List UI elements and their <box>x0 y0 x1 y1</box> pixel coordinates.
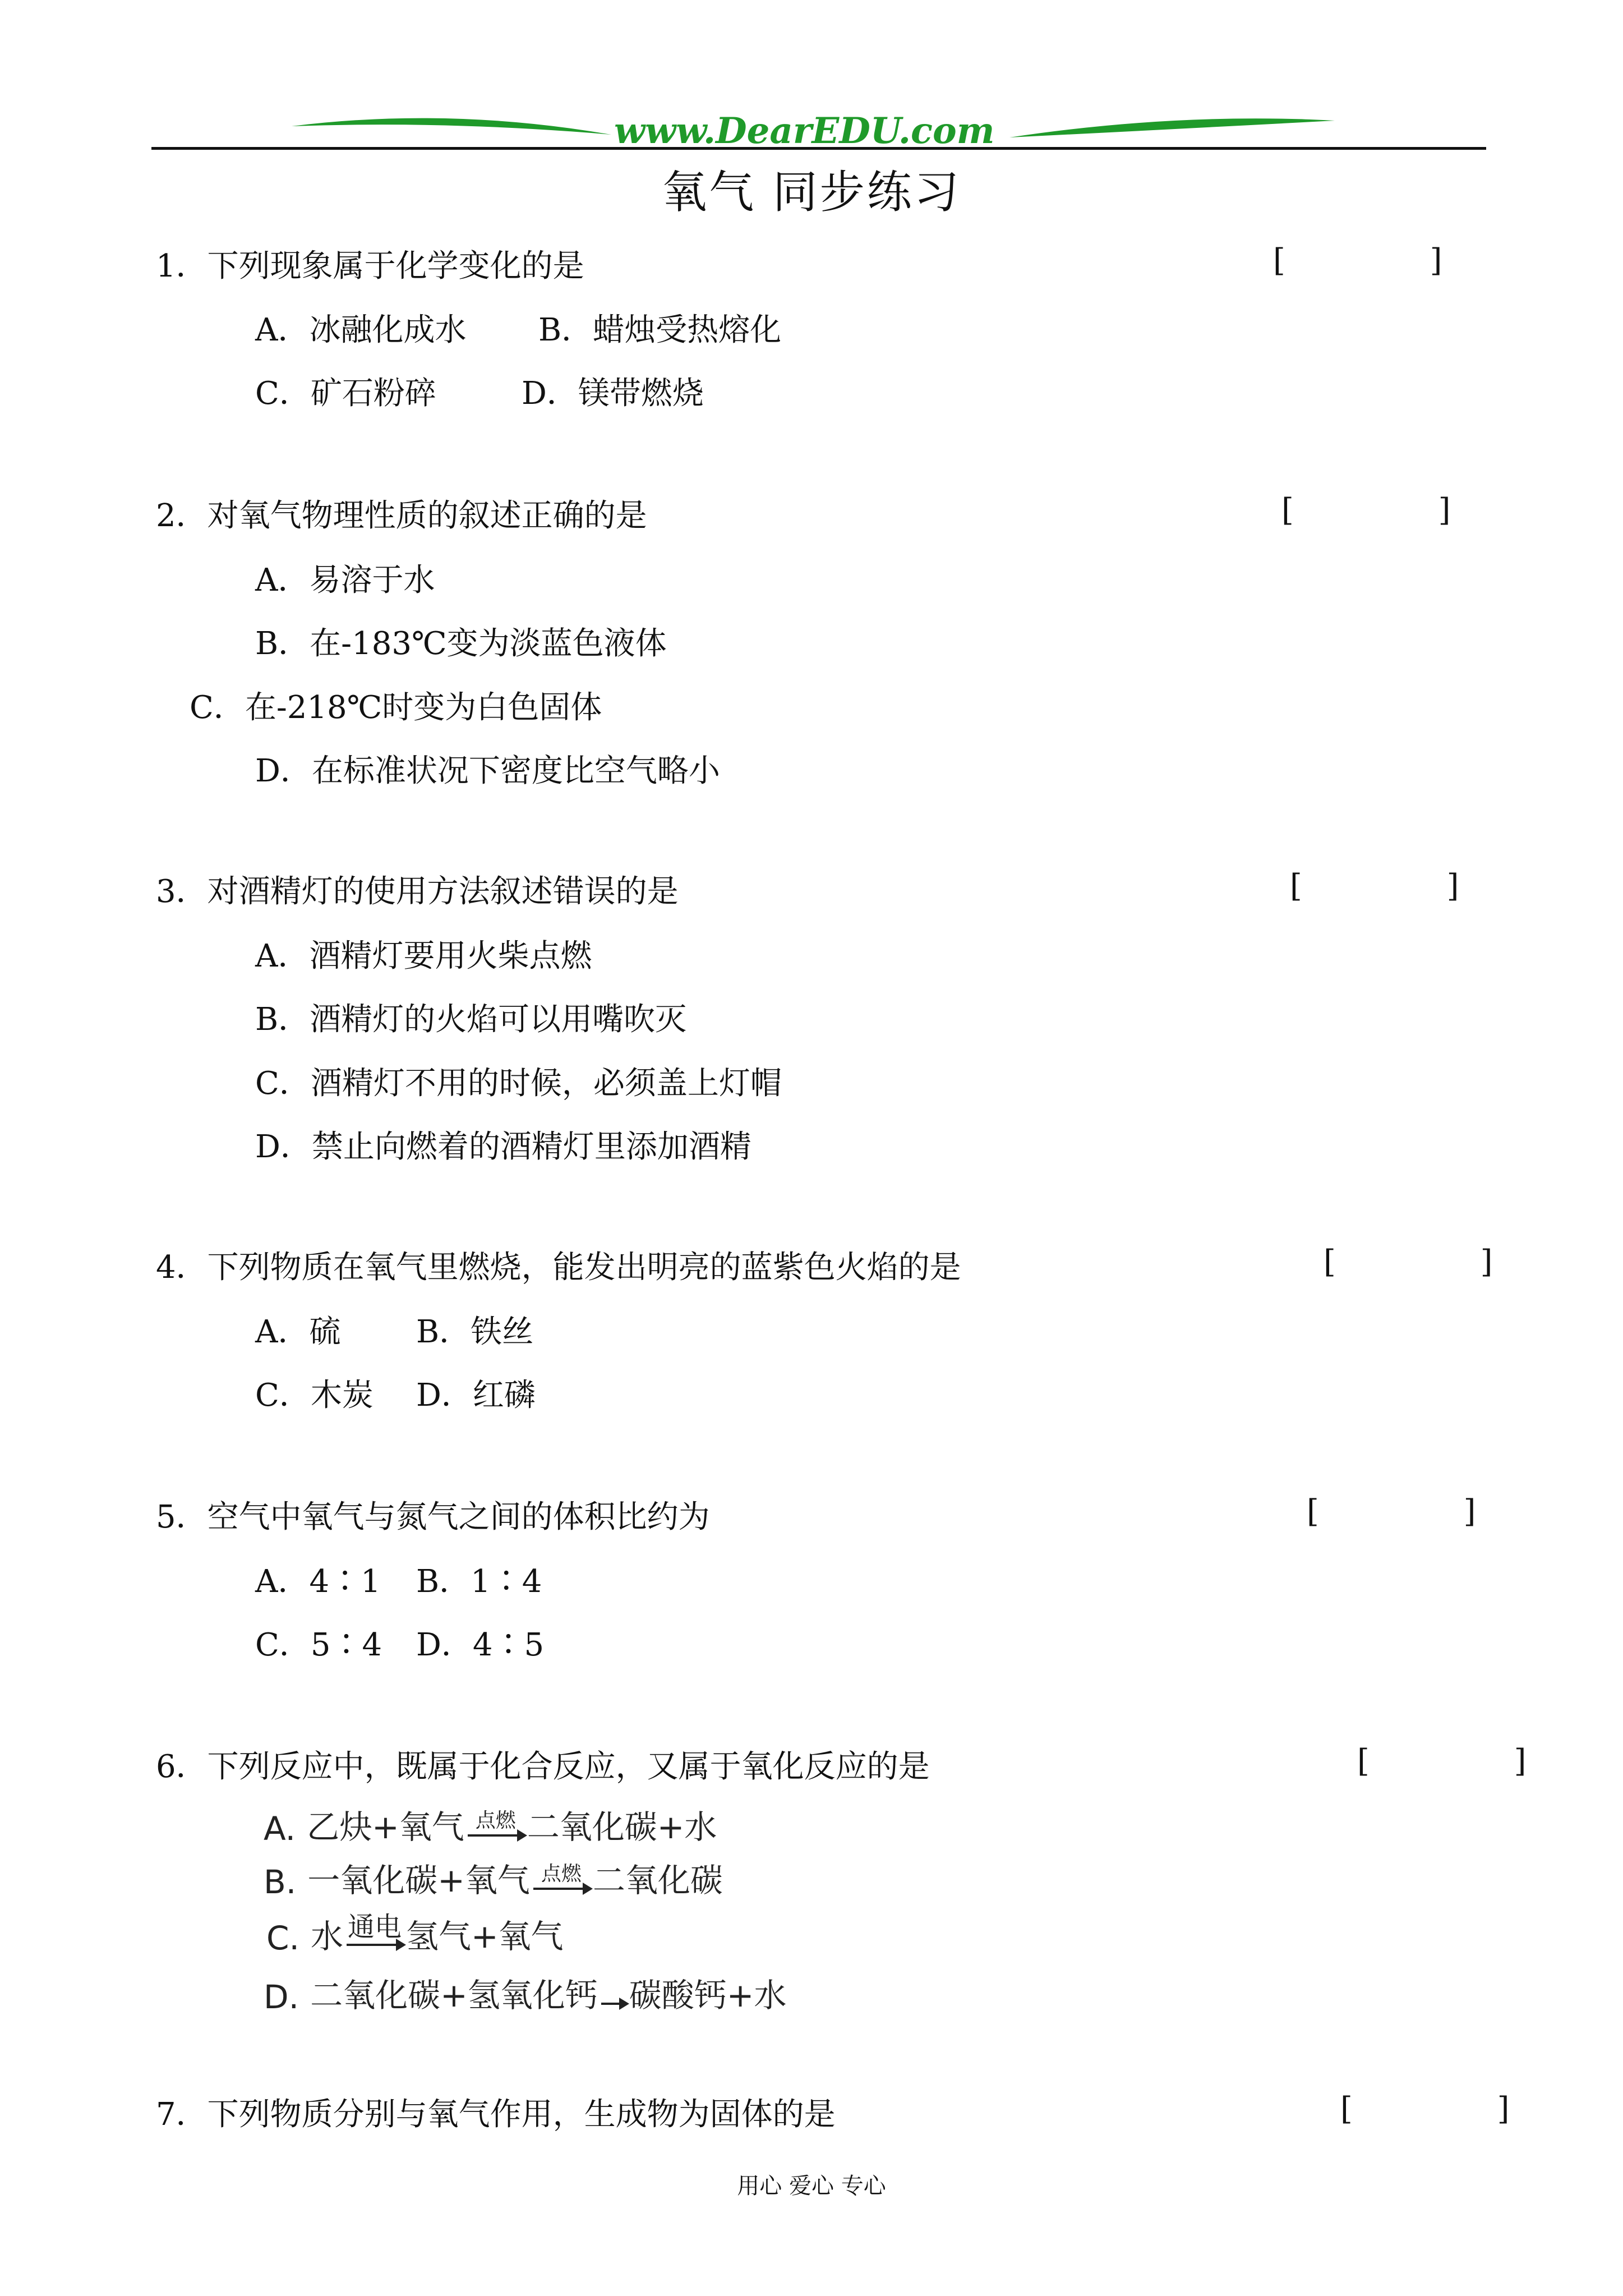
question-1-option-b: B．蜡烛受热熔化 <box>538 312 782 348</box>
reactants: 一氧化碳+氧气 <box>307 1861 530 1899</box>
question-6-option-b <box>264 1854 723 1901</box>
reaction-arrow <box>533 1864 589 1901</box>
question-3-option-a: A．酒精灯要用火柴点燃 <box>255 938 592 974</box>
products: 二氧化碳+水 <box>527 1808 717 1846</box>
products: 二氧化碳 <box>592 1861 723 1899</box>
question-5-option-a: A．4∶1 <box>255 1563 381 1600</box>
products: 氢气+氧气 <box>405 1917 564 1955</box>
question-3-option-b: B．酒精灯的火焰可以用嘴吹灭 <box>255 1001 687 1038</box>
question-7-stem: 7．下列物质分别与氧气作用，生成物为固体的是 <box>156 2096 836 2133</box>
question-4-option-c: C．木炭 <box>255 1377 374 1414</box>
question-5-stem: 5．空气中氧气与氮气之间的体积比约为 <box>156 1499 710 1535</box>
logo-leaf-right-icon <box>1009 118 1335 137</box>
question-5-option-b: B．1∶4 <box>416 1563 542 1600</box>
question-2-stem: 2．对氧气物理性质的叙述正确的是 <box>156 498 647 534</box>
question-3-option-d: D．禁止向燃着的酒精灯里添加酒精 <box>255 1129 751 1165</box>
question-6-option-a <box>264 1801 717 1848</box>
reaction-arrow <box>468 1811 524 1848</box>
reaction-arrow <box>347 1913 403 1957</box>
question-1-option-d: D．镁带燃烧 <box>522 375 704 412</box>
question-6-option-c <box>266 1910 564 1957</box>
question-1-answer-bracket[interactable]: [ ] <box>1273 242 1510 279</box>
question-5-option-c: C．5∶4 <box>255 1627 382 1663</box>
question-4-answer-bracket[interactable]: [ ] <box>1324 1244 1560 1280</box>
question-2-option-a: A．易溶于水 <box>255 562 435 599</box>
reaction-arrow <box>601 2003 626 2016</box>
question-1-option-a: A．冰融化成水 <box>255 312 467 348</box>
question-2-option-c: C．在-218℃时变为白色固体 <box>190 689 602 726</box>
question-4-option-b: B．铁丝 <box>416 1314 534 1350</box>
reaction-condition: 通电 <box>347 1911 402 1943</box>
question-5-option-d: D．4∶5 <box>416 1627 545 1663</box>
question-2-option-b: B．在-183℃变为淡蓝色液体 <box>255 625 667 662</box>
question-6-stem: 6．下列反应中，既属于化合反应，又属于氧化反应的是 <box>156 1749 930 1785</box>
question-3-option-c: C．酒精灯不用的时候，必须盖上灯帽 <box>255 1065 782 1102</box>
arrow-right-icon <box>347 1944 403 1946</box>
question-4-option-d: D．红磷 <box>416 1377 536 1414</box>
page-title: 氧气 同步练习 <box>662 166 961 218</box>
reaction-condition: 点燃 <box>541 1862 582 1885</box>
reactants: 水 <box>310 1917 343 1955</box>
question-4-stem: 4．下列物质在氧气里燃烧，能发出明亮的蓝紫色火焰的是 <box>156 1249 961 1286</box>
question-1-stem: 1．下列现象属于化学变化的是 <box>156 248 584 284</box>
option-letter: B. <box>264 1863 297 1901</box>
option-letter: D. <box>264 1978 299 2016</box>
question-7-answer-bracket[interactable]: [ ] <box>1340 2091 1577 2127</box>
question-2-option-d: D．在标准状况下密度比空气略小 <box>255 753 720 789</box>
question-3-stem: 3．对酒精灯的使用方法叙述错误的是 <box>156 873 679 910</box>
option-letter: A. <box>264 1810 296 1848</box>
products: 碳酸钙+水 <box>629 1976 787 2014</box>
page-footer: 用心 爱心 专心 <box>737 2173 886 2199</box>
question-6-answer-bracket[interactable]: [ ] <box>1357 1743 1594 1779</box>
header-rule <box>151 147 1486 150</box>
reactants: 乙炔+氧气 <box>307 1808 464 1846</box>
question-1-option-c: C．矿石粉碎 <box>255 375 436 412</box>
question-6-option-d <box>264 1969 786 2016</box>
arrow-right-icon <box>468 1834 524 1837</box>
arrow-right-icon <box>533 1888 589 1890</box>
question-3-answer-bracket[interactable]: [ ] <box>1290 868 1527 904</box>
question-4-option-a: A．硫 <box>255 1314 341 1350</box>
reactants: 二氧化碳+氢氧化钙 <box>310 1976 598 2014</box>
question-2-answer-bracket[interactable]: [ ] <box>1281 492 1518 528</box>
logo-leaf-left-icon <box>292 118 611 135</box>
arrow-right-icon <box>601 2003 626 2005</box>
reaction-condition: 点燃 <box>475 1809 516 1832</box>
option-letter: C. <box>266 1919 299 1957</box>
logo-text: www.DearEDU.com <box>614 110 995 152</box>
question-5-answer-bracket[interactable]: [ ] <box>1307 1493 1543 1530</box>
